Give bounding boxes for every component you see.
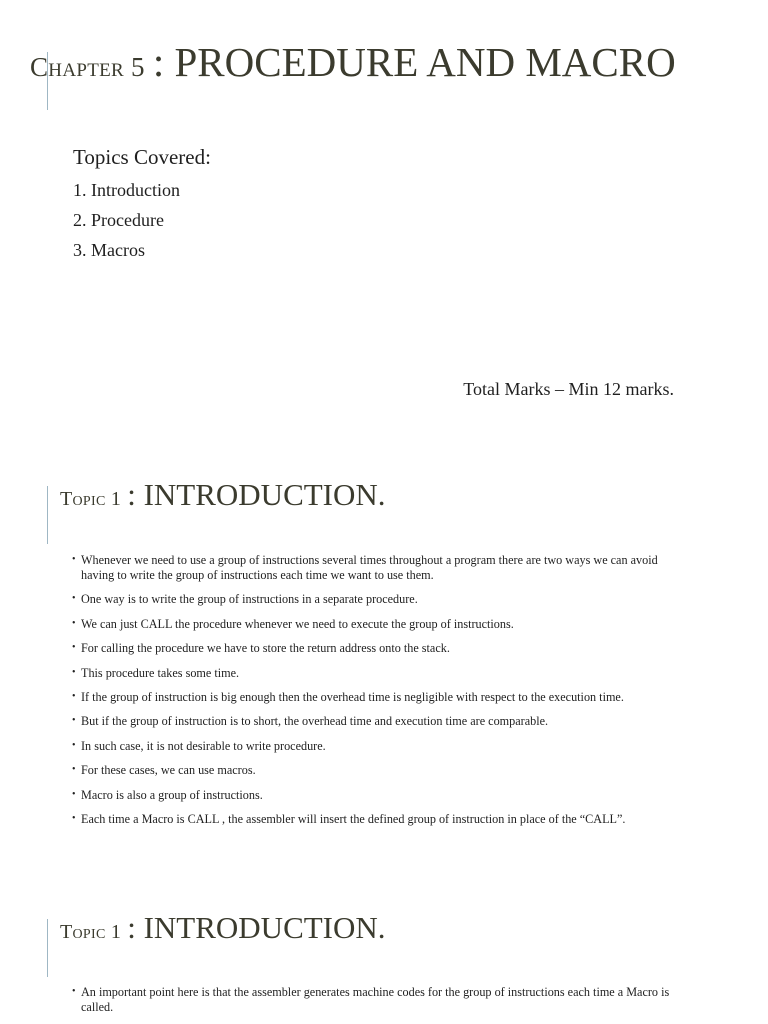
bullet-item: • For these cases, we can use macros.: [72, 763, 256, 778]
bullet-item: • Macro is also a group of instructions.: [72, 787, 263, 802]
section-title-prefix: Topic 1: [60, 488, 122, 510]
section-title-main: : INTRODUCTION.: [127, 477, 386, 512]
bullet-dot-icon: •: [72, 788, 76, 800]
bullet-item: • Whenever we need to use a group of instructions several times throughout a program there are two ways we can avoid having to write the group of instructions each time we want to use them.: [72, 553, 658, 582]
bullet-item: • In such case, it is not desirable to write procedure.: [72, 738, 326, 753]
topic-item: 2. Procedure: [73, 210, 164, 230]
bullet-dot-icon: •: [72, 617, 76, 629]
bullet-dot-icon: •: [72, 690, 76, 702]
title-accent-line: [47, 486, 48, 544]
bullet-item: • For calling the procedure we have to store the return address onto the stack.: [72, 641, 450, 656]
bullet-item: • We can just CALL the procedure whenever we need to execute the group of instructions.: [72, 616, 514, 631]
section-title-prefix: Topic 1: [60, 921, 122, 943]
chapter-title: [30, 38, 676, 86]
topic-item: 3. Macros: [73, 240, 145, 260]
bullet-item: • If the group of instruction is big enough then the overhead time is negligible with respect to the execution time.: [72, 689, 624, 704]
section-title: [60, 477, 386, 513]
bullet-item: • This procedure takes some time.: [72, 665, 240, 680]
bullet-item: • An important point here is that the assembler generates machine codes for the group of instructions each time a Macro is called.: [72, 985, 670, 1014]
slide-chapter-title: [0, 0, 768, 440]
bullet-item: • But if the group of instruction is to short, the overhead time and execution time are comparable.: [72, 714, 549, 729]
slide-introduction: [0, 440, 768, 870]
bullet-dot-icon: •: [72, 666, 76, 678]
bullet-list: [72, 553, 692, 836]
bullet-dot-icon: •: [72, 642, 76, 654]
bullet-list: [72, 985, 702, 1024]
topics-heading: Topics Covered:: [73, 145, 211, 169]
bullet-dot-icon: •: [72, 812, 76, 824]
bullet-item: • One way is to write the group of instructions in a separate procedure.: [72, 592, 418, 607]
section-title-main: : INTRODUCTION.: [127, 910, 386, 945]
bullet-item: • Each time a Macro is CALL , the assembler will insert the defined group of instruction in place of the “CALL”.: [72, 811, 626, 826]
chapter-title-main: : PROCEDURE AND MACRO: [152, 39, 676, 85]
bullet-dot-icon: •: [72, 986, 76, 997]
bullet-dot-icon: •: [72, 764, 76, 776]
bullet-dot-icon: •: [72, 739, 76, 751]
chapter-title-prefix: Chapter 5: [30, 52, 145, 82]
title-accent-line: [47, 919, 48, 977]
total-marks: Total Marks – Min 12 marks.: [463, 379, 674, 399]
bullet-dot-icon: •: [72, 554, 76, 565]
topic-item: 1. Introduction: [73, 180, 180, 200]
section-title: [60, 910, 386, 946]
bullet-dot-icon: •: [72, 593, 76, 605]
topics-list: [73, 178, 180, 268]
slide-introduction-continued: [0, 873, 768, 1024]
bullet-dot-icon: •: [72, 715, 76, 727]
